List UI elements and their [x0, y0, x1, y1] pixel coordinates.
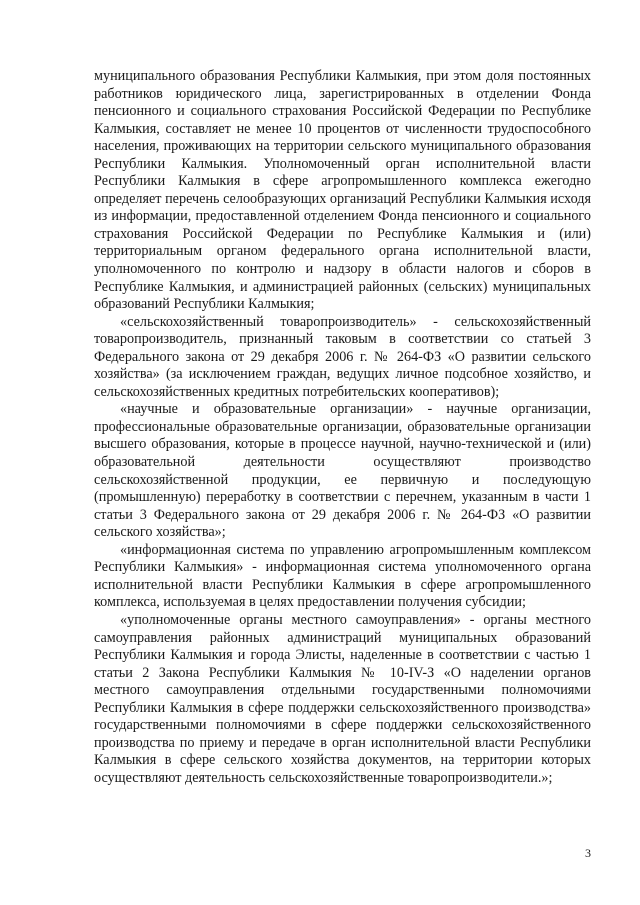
- paragraph-definition-information-system: «информационная система по управлению агропромышленным комплексом Республики Калмыкия» - информационная система уполномоченного органа исполнительной власти Республики Калмыкия в сфере агропромышленного комплекса, используемая в целях предоставлении получения субсидии;: [94, 541, 591, 611]
- paragraph-definition-agricultural-producer: «сельскохозяйственный товаропроизводитель» - сельскохозяйственный товаропроизводитель, признанный таковым в соответствии со статьей 3 Федерального закона от 29 декабря 2006 г. № 264-ФЗ «О развитии сельского хозяйства» (за исключением граждан, ведущих личное подсобное хозяйство, и сельскохозяйственных кредитных потребительских кооперативов);: [94, 313, 591, 400]
- paragraph-definition-local-authorities: «уполномоченные органы местного самоуправления» - органы местного самоуправления районных администраций муниципальных образований Республики Калмыкия и города Элисты, наделенные в соответствии с частью 1 статьи 2 Закона Республики Калмыкия № 10-IV-З «О наделении органов местного самоуправления отдельными государственными полномочиями Республики Калмыкия в сфере поддержки сельскохозяйственного производства» государственными полномочиями в сфере поддержки сельскохозяйственного производства по приему и передаче в орган исполнительной власти Республики Калмыкия в сфере сельского хозяйства документов, на территории которых осуществляют деятельность сельскохозяйственные товаропроизводители.»;: [94, 611, 591, 786]
- paragraph-definition-scientific-organizations: «научные и образовательные организации» - научные организации, профессиональные образовательные организации, образовательные организации высшего образования, которые в процессе научной, научно-технической и (или) образовательной деятельности осуществляют производство сельскохозяйственной продукции, ее первичную и последующую (промышленную) переработку в соответствии с перечнем, указанным в части 1 статьи 3 Федерального закона от 29 декабря 2006 г. № 264-ФЗ «О развитии сельского хозяйства»;: [94, 401, 591, 541]
- page-number: 3: [585, 846, 591, 860]
- document-body: [94, 68, 591, 787]
- paragraph-continuation: муниципального образования Республики Калмыкия, при этом доля постоянных работников юридического лица, зарегистрированных в отделении Фонда пенсионного и социального страхования Российской Федерации по Республике Калмыкия, составляет не менее 10 процентов от численности трудоспособного населения, проживающих на территории сельского муниципального образования Республики Калмыкия. Уполномоченный орган исполнительной власти Республики Калмыкия в сфере агропромышленного комплекса ежегодно определяет перечень селообразующих организаций Республики Калмыкия исходя из информации, предоставленной отделением Фонда пенсионного и социального страхования Российской Федерации по Республике Калмыкия и (или) территориальным органом федерального органа исполнительной власти, уполномоченного по контролю и надзору в области налогов и сборов в Республике Калмыкия, и администрацией районных (сельских) муниципальных образований Республики Калмыкия;: [94, 68, 591, 313]
